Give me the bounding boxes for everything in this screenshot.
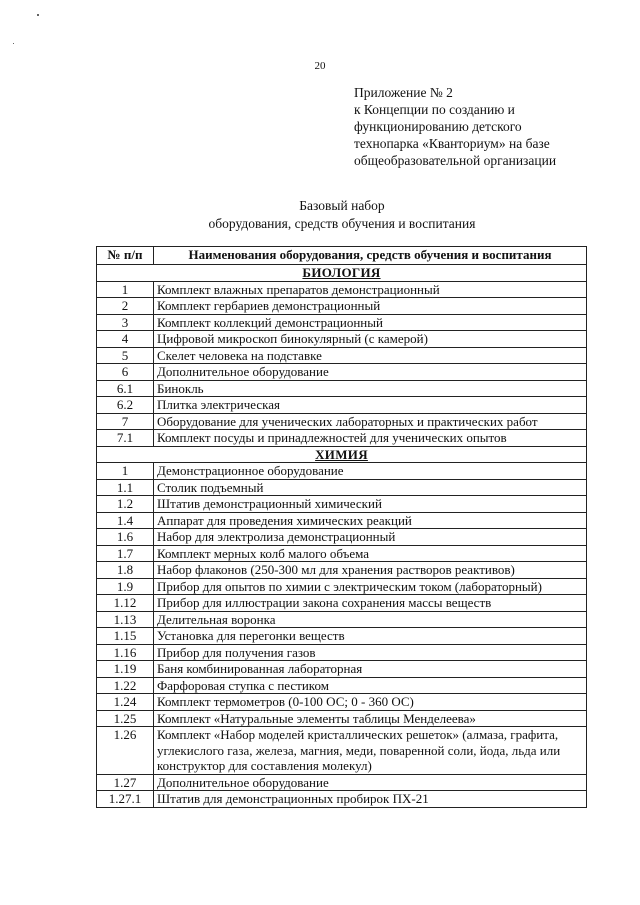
section-row <box>97 446 587 463</box>
table-row <box>97 578 587 595</box>
table-row <box>97 512 587 529</box>
item-name: Комплект гербариев демонстрационный <box>154 298 587 315</box>
appendix-line: к Концепции по созданию и <box>354 102 515 117</box>
item-number: 1.7 <box>97 545 154 562</box>
item-number: 1.9 <box>97 578 154 595</box>
item-number: 3 <box>97 314 154 331</box>
table-row <box>97 644 587 661</box>
item-number: 1.16 <box>97 644 154 661</box>
title-line: оборудования, средств обучения и воспитания <box>208 216 476 231</box>
item-number: 6 <box>97 364 154 381</box>
table-row <box>97 694 587 711</box>
section-title: БИОЛОГИЯ <box>302 265 381 280</box>
item-name: Прибор для получения газов <box>154 644 587 661</box>
item-name: Комплект влажных препаратов демонстрационный <box>154 281 587 298</box>
table-row <box>97 281 587 298</box>
item-number: 1.6 <box>97 529 154 546</box>
table-row <box>97 791 587 808</box>
table-row <box>97 774 587 791</box>
table-row <box>97 430 587 447</box>
table-row <box>97 314 587 331</box>
item-number: 1.15 <box>97 628 154 645</box>
table-row <box>97 727 587 775</box>
item-number: 1.26 <box>97 727 154 775</box>
item-number: 1.19 <box>97 661 154 678</box>
item-name: Комплект «Натуральные элементы таблицы Менделеева» <box>154 710 587 727</box>
table-row <box>97 380 587 397</box>
item-number: 6.2 <box>97 397 154 414</box>
item-number: 1 <box>97 281 154 298</box>
page-number: 20 <box>314 60 326 72</box>
table-row <box>97 496 587 513</box>
appendix-caption <box>354 84 556 169</box>
table-row <box>97 595 587 612</box>
item-number: 2 <box>97 298 154 315</box>
table-row <box>97 529 587 546</box>
header-number: № п/п <box>97 247 154 265</box>
item-name: Комплект коллекций демонстрационный <box>154 314 587 331</box>
item-name: Комплект посуды и принадлежностей для ученических опытов <box>154 430 587 447</box>
item-name: Набор для электролиза демонстрационный <box>154 529 587 546</box>
item-name: Фарфоровая ступка с пестиком <box>154 677 587 694</box>
table-row <box>97 611 587 628</box>
item-name: Дополнительное оборудование <box>154 364 587 381</box>
table-row <box>97 364 587 381</box>
item-name: Комплект «Набор моделей кристаллических решеток» (алмаза, графита, углекислого газа, железа, магния, меди, поваренной соли, йода, льда или конструктор для составления молекул) <box>154 727 587 775</box>
table-body <box>97 265 587 808</box>
item-number: 4 <box>97 331 154 348</box>
item-number: 1.22 <box>97 677 154 694</box>
scan-speck <box>37 14 39 16</box>
item-name: Демонстрационное оборудование <box>154 463 587 480</box>
table-row <box>97 298 587 315</box>
item-number: 1.13 <box>97 611 154 628</box>
table-row <box>97 479 587 496</box>
item-number: 1.24 <box>97 694 154 711</box>
item-name: Баня комбинированная лабораторная <box>154 661 587 678</box>
section-cell <box>97 446 587 463</box>
appendix-line: общеобразовательной организации <box>354 153 557 168</box>
section-row <box>97 265 587 282</box>
item-number: 1.12 <box>97 595 154 612</box>
item-name: Цифровой микроскоп бинокулярный (с камерой) <box>154 331 587 348</box>
table-row <box>97 628 587 645</box>
scan-speck <box>13 43 14 44</box>
item-name: Плитка электрическая <box>154 397 587 414</box>
equipment-table <box>96 246 587 808</box>
table-row <box>97 545 587 562</box>
table-row <box>97 677 587 694</box>
table-row <box>97 331 587 348</box>
item-name: Прибор для опытов по химии с электрическим током (лабораторный) <box>154 578 587 595</box>
item-number: 1 <box>97 463 154 480</box>
item-number: 1.1 <box>97 479 154 496</box>
item-name: Скелет человека на подставке <box>154 347 587 364</box>
table-row <box>97 347 587 364</box>
section-title: ХИМИЯ <box>315 446 368 462</box>
item-number: 5 <box>97 347 154 364</box>
header-name: Наименования оборудования, средств обучения и воспитания <box>154 247 587 265</box>
item-name: Прибор для иллюстрации закона сохранения массы веществ <box>154 595 587 612</box>
document-title <box>0 197 640 233</box>
item-name: Штатив для демонстрационных пробирок ПХ-21 <box>154 791 587 808</box>
item-name: Дополнительное оборудование <box>154 774 587 791</box>
appendix-line: Приложение № 2 <box>354 85 453 100</box>
title-line: Базовый набор <box>299 198 385 213</box>
table-row <box>97 562 587 579</box>
section-cell <box>97 265 587 282</box>
item-name: Аппарат для проведения химических реакций <box>154 512 587 529</box>
item-name: Оборудование для ученических лабораторных и практических работ <box>154 413 587 430</box>
appendix-line: технопарка «Кванториум» на базе <box>354 136 550 151</box>
appendix-line: функционированию детского <box>354 119 522 134</box>
item-name: Бинокль <box>154 380 587 397</box>
item-name: Делительная воронка <box>154 611 587 628</box>
item-name: Комплект мерных колб малого объема <box>154 545 587 562</box>
item-number: 1.8 <box>97 562 154 579</box>
item-number: 1.2 <box>97 496 154 513</box>
table-row <box>97 463 587 480</box>
table-row <box>97 661 587 678</box>
item-name: Комплект термометров (0-100 ОС; 0 - 360 ОС) <box>154 694 587 711</box>
item-number: 7 <box>97 413 154 430</box>
item-name: Набор флаконов (250-300 мл для хранения растворов реактивов) <box>154 562 587 579</box>
table-row <box>97 710 587 727</box>
item-number: 1.4 <box>97 512 154 529</box>
table-row <box>97 413 587 430</box>
table-row <box>97 397 587 414</box>
item-number: 1.27.1 <box>97 791 154 808</box>
item-number: 1.27 <box>97 774 154 791</box>
item-number: 1.25 <box>97 710 154 727</box>
table-header-row <box>97 247 587 265</box>
item-name: Штатив демонстрационный химический <box>154 496 587 513</box>
item-name: Столик подъемный <box>154 479 587 496</box>
item-number: 6.1 <box>97 380 154 397</box>
item-name: Установка для перегонки веществ <box>154 628 587 645</box>
item-number: 7.1 <box>97 430 154 447</box>
